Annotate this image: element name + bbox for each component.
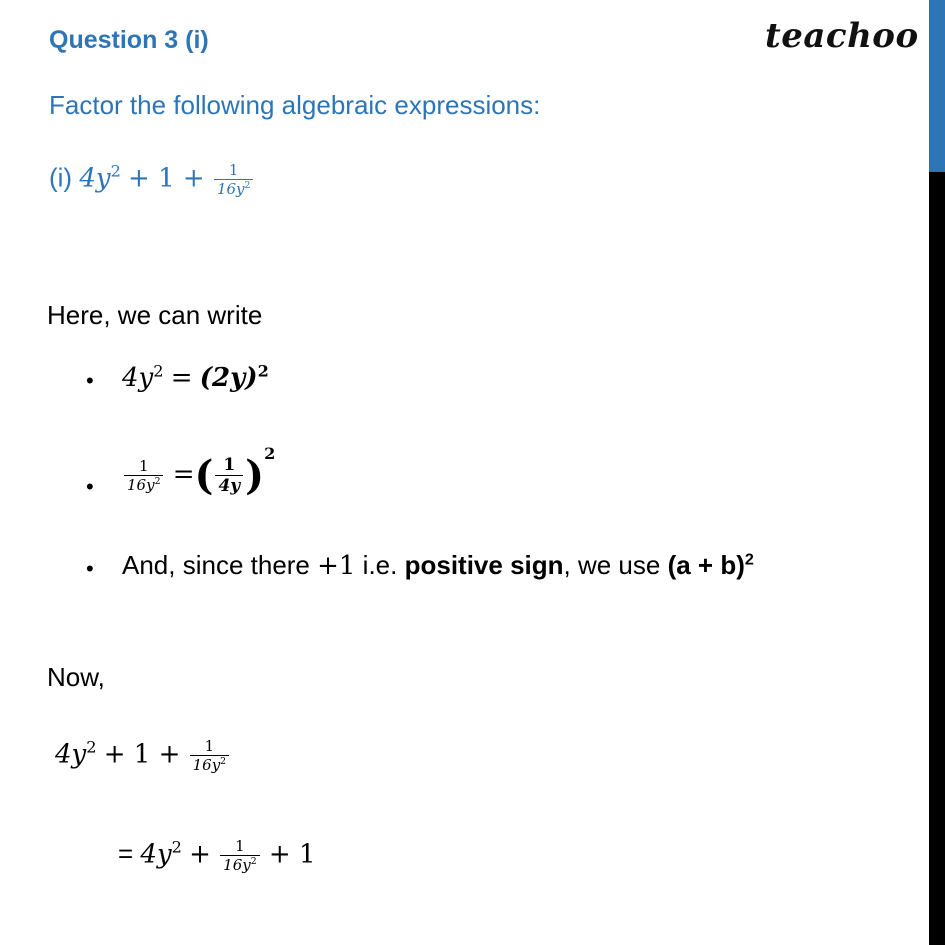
- solution-line-1: $4y^2 + 1$ + $\frac{1}{16y^2}$: [55, 738, 231, 773]
- bullet-3-dot: •: [86, 556, 94, 581]
- bullet-2-inner-fraction: $\frac{1}{4y}$: [215, 456, 243, 495]
- question-expression: (i) $4y^2 + 1$ + $\frac{1}{16y^2}$: [49, 162, 255, 197]
- teachoo-logo: teachoo: [765, 16, 919, 56]
- question-instruction: Factor the following algebraic expressions:: [49, 90, 541, 120]
- question-title: Question 3 (i): [49, 26, 209, 54]
- sidebar-accent: [929, 0, 945, 172]
- bullet-2: $\frac{1}{16y^2}$ =( $\frac{1}{4y}$ )$^2$: [122, 452, 275, 499]
- expr-plus-one: + 1 +: [128, 163, 205, 194]
- bullet-3: And, since there +1 i.e. positive sign, we use $(a + b)^2$: [122, 550, 754, 581]
- bullet-2-fraction: $\frac{1}{16y^2}$: [124, 458, 163, 493]
- bullet-1: $4y^2 = (2y)^2$: [122, 361, 269, 393]
- positive-sign-text: positive sign: [404, 550, 564, 580]
- question-label: (i): [49, 162, 73, 193]
- solution-intro: Here, we can write: [47, 300, 263, 330]
- identity-formula: (a + b): [667, 550, 745, 580]
- bullet-2-dot: •: [86, 474, 94, 499]
- now-label: Now,: [47, 662, 105, 692]
- solution-line-2: = $4y^2$ + $\frac{1}{16y^2}$ + 1: [118, 837, 316, 874]
- bullet-1-dot: •: [86, 368, 94, 393]
- expr-term: 4y: [79, 163, 111, 194]
- expr-fraction: $\frac{1}{16y^2}$: [214, 162, 253, 197]
- right-sidebar: [929, 0, 945, 945]
